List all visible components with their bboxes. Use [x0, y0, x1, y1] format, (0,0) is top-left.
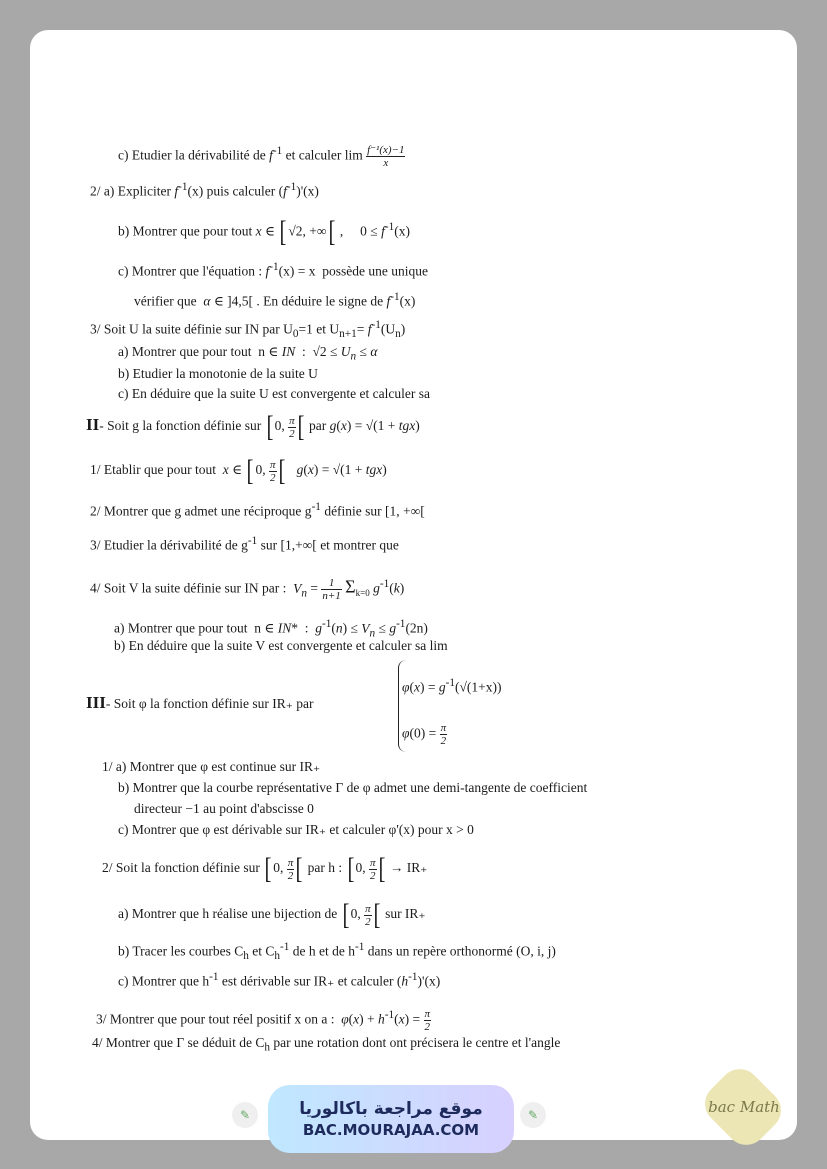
- line-iii-2b: b) Tracer les courbes $C_h$ et $C_h^{-1}$ de h et de $h^{-1}$ dans un repère orthonormé (O, i, j): [118, 941, 556, 963]
- line-2a: 2/ a) Expliciter $f^{-1}(x)$ puis calculer $(f^{-1})'(x)$: [90, 181, 319, 199]
- site-url[interactable]: BAC.MOURAJAA.COM: [302, 1121, 480, 1139]
- line-ii-2: 2/ Montrer que g admet une réciproque $g^{-1}$ définie sur [1, +∞[: [90, 501, 425, 519]
- section-3-header: III- Soit φ la fonction définie sur IR₊ par: [86, 693, 314, 712]
- line-2c: c) Montrer que l'équation : $f^{-1}(x) = x$ possède une unique: [118, 261, 428, 279]
- line-3a: a) Montrer que pour tout n ∈ IN : $√2 \le U_n \le \alpha$: [118, 344, 378, 363]
- section-2-header: II- Soit g la fonction définie sur [ 0, $\frac{\pi}{2}$ [ par g(x) = √(1 + tgx): [86, 410, 420, 443]
- right-logo-icon: ✎: [520, 1102, 546, 1128]
- line-iii-2c: c) Montrer que $h^{-1}$ est dérivable sur IR₊ et calculer $(h^{-1})'(x)$: [118, 971, 441, 989]
- bac-math-logo-text: bac Math: [708, 1098, 780, 1116]
- line-iii-2: 2/ Soit la fonction définie sur [ 0, $\frac{\pi}{2}$ [ par h : [ 0, $\frac{\pi}{2}$ [ → IR₊: [102, 852, 428, 885]
- line-iii-2a: a) Montrer que h réalise une bijection de [ 0, $\frac{\pi}{2}$ [ sur IR₊: [118, 898, 426, 931]
- line-iii-3: 3/ Montrer que pour tout réel positif x on a : $\varphi(x) + h^{-1}(x)$ = $\frac{\pi}{2}$: [96, 1007, 431, 1033]
- document-page: [30, 30, 797, 1140]
- phi-def-2: φ(0) = $\frac{\pi}{2}$: [402, 722, 447, 747]
- line-ii-3: 3/ Etudier la dérivabilité de $g^{-1}$ sur [1,+∞[ et montrer que: [90, 535, 399, 553]
- line-3: 3/ Soit U la suite définie sur IN par $U_0=1$ et $U_{n+1}= f^{-1}(U_n)$: [90, 319, 406, 341]
- line-2b: b) Montrer que pour tout x ∈ [ √2, +∞[ , $0 \le f^{-1}(x)$: [118, 215, 410, 249]
- line-ii-4a: a) Montrer que pour tout n ∈ IN* : $g^{-1}(n) \le V_n \le g^{-1}(2n)$: [114, 618, 428, 640]
- left-logo-icon: ✎: [232, 1102, 258, 1128]
- line-2c-2: vérifier que α ∈ ]4,5[ . En déduire le signe de $f^{-1}(x)$: [134, 291, 416, 309]
- line-3b: b) Etudier la monotonie de la suite U: [118, 366, 318, 381]
- line-1c: c) Etudier la dérivabilité de $f^{-1}$ et calculer lim $\frac{\text{f⁻¹(x)−1}}{x}$: [118, 143, 405, 169]
- line-iii-1a: 1/ a) Montrer que φ est continue sur IR₊: [102, 759, 321, 774]
- line-ii-4: 4/ Soit V la suite définie sur IN par : $V_n$ = $\frac{1}{n+1}$ $\Sigma_{k=0}$ $g^{-1}(k)$: [90, 576, 405, 602]
- line-iii-1b: b) Montrer que la courbe représentative Γ de φ admet une demi-tangente de coefficient: [118, 780, 588, 795]
- site-banner[interactable]: [268, 1085, 514, 1153]
- line-3c: c) En déduire que la suite U est convergente et calculer sa: [118, 386, 430, 401]
- line-ii-4b: b) En déduire que la suite V est convergente et calculer sa lim: [114, 638, 448, 653]
- line-ii-1: 1/ Etablir que pour tout x ∈ [ 0, $\frac{\pi}{2}$ [ g(x) = √(1 + tgx): [90, 454, 387, 487]
- phi-def-1: $\varphi(x) = g^{-1}(√(1+x))$: [402, 677, 502, 695]
- site-name-arabic: موقع مراجعة باكالوريا: [299, 1099, 483, 1119]
- line-iii-1c: c) Montrer que φ est dérivable sur IR₊ et calculer φ'(x) pour x > 0: [118, 822, 474, 837]
- line-iii-4: 4/ Montrer que Γ se déduit de $C_h$ par une rotation dont ont précisera le centre et l'angle: [92, 1035, 561, 1054]
- line-iii-1b2: directeur −1 au point d'abscisse 0: [134, 801, 314, 816]
